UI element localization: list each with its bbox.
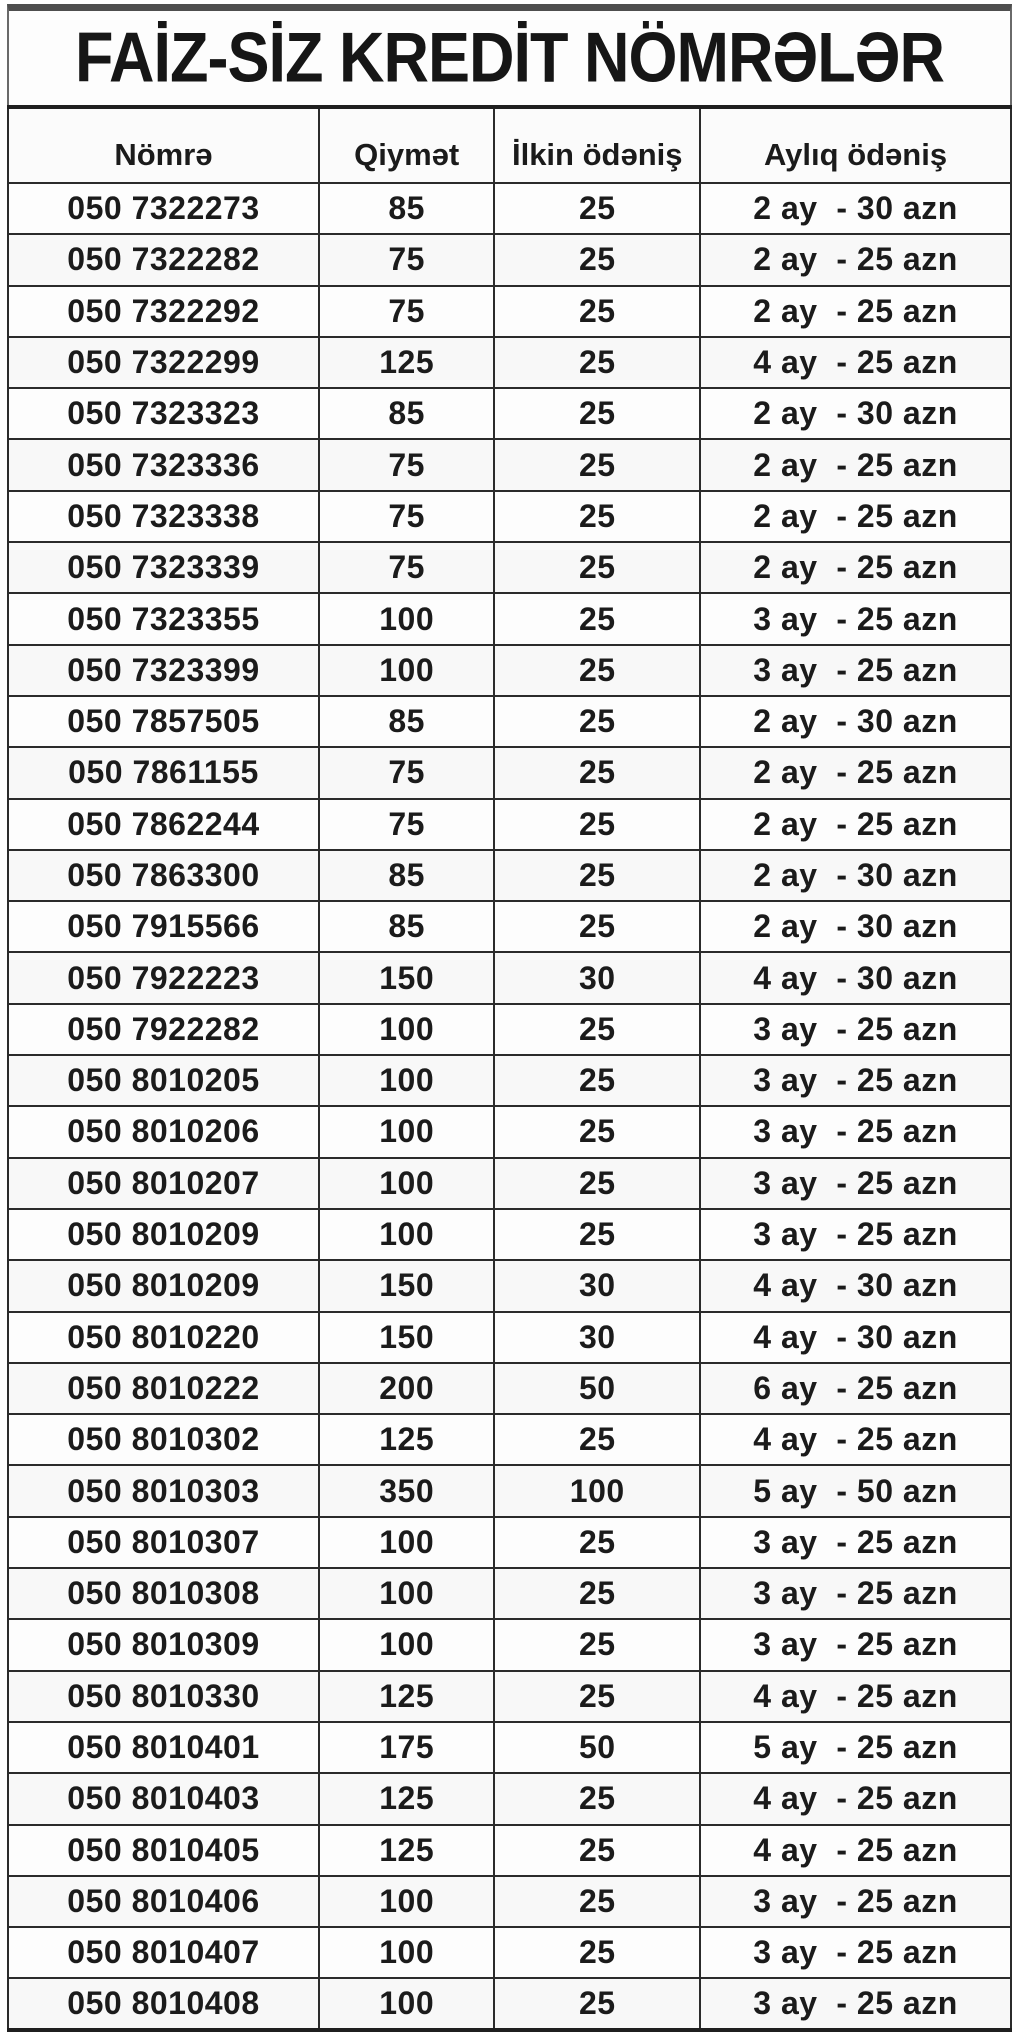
initial-payment-cell: 30 (494, 1260, 700, 1311)
phone-number-cell: 050 8010309 (8, 1619, 319, 1670)
column-header-number: Nömrə (8, 107, 319, 183)
initial-payment-cell: 25 (494, 1619, 700, 1670)
price-cell: 100 (319, 1158, 495, 1209)
monthly-payment-cell: 5 ay - 50 azn (700, 1465, 1011, 1516)
phone-number-cell: 050 8010222 (8, 1363, 319, 1414)
initial-payment-cell: 25 (494, 799, 700, 850)
table-body (8, 183, 1011, 2030)
phone-number-cell: 050 7323339 (8, 542, 319, 593)
table-row (8, 1671, 1011, 1722)
price-cell: 125 (319, 337, 495, 388)
monthly-payment-cell: 4 ay - 25 azn (700, 337, 1011, 388)
phone-number-cell: 050 7323399 (8, 645, 319, 696)
price-cell: 200 (319, 1363, 495, 1414)
initial-payment-cell: 50 (494, 1722, 700, 1773)
table-row (8, 747, 1011, 798)
phone-number-cell: 050 8010401 (8, 1722, 319, 1773)
price-cell: 150 (319, 952, 495, 1003)
price-cell: 85 (319, 183, 495, 234)
phone-number-cell: 050 8010206 (8, 1106, 319, 1157)
initial-payment-cell: 25 (494, 1004, 700, 1055)
initial-payment-cell: 25 (494, 337, 700, 388)
monthly-payment-cell: 2 ay - 25 azn (700, 491, 1011, 542)
monthly-payment-cell: 2 ay - 25 azn (700, 799, 1011, 850)
monthly-payment-cell: 3 ay - 25 azn (700, 1978, 1011, 2029)
phone-number-cell: 050 7861155 (8, 747, 319, 798)
table-row (8, 799, 1011, 850)
table-row (8, 1106, 1011, 1157)
phone-number-cell: 050 8010303 (8, 1465, 319, 1516)
monthly-payment-cell: 4 ay - 25 azn (700, 1773, 1011, 1824)
monthly-payment-cell: 6 ay - 25 azn (700, 1363, 1011, 1414)
phone-number-cell: 050 7915566 (8, 901, 319, 952)
price-cell: 350 (319, 1465, 495, 1516)
price-cell: 75 (319, 799, 495, 850)
price-cell: 150 (319, 1312, 495, 1363)
monthly-payment-cell: 3 ay - 25 azn (700, 1876, 1011, 1927)
initial-payment-cell: 30 (494, 952, 700, 1003)
table-row (8, 1568, 1011, 1619)
phone-number-cell: 050 7922282 (8, 1004, 319, 1055)
monthly-payment-cell: 3 ay - 25 azn (700, 1209, 1011, 1260)
phone-number-cell: 050 7323355 (8, 593, 319, 644)
initial-payment-cell: 25 (494, 1055, 700, 1106)
initial-payment-cell: 25 (494, 850, 700, 901)
monthly-payment-cell: 4 ay - 25 azn (700, 1825, 1011, 1876)
phone-number-cell: 050 8010205 (8, 1055, 319, 1106)
monthly-payment-cell: 3 ay - 25 azn (700, 1055, 1011, 1106)
price-cell: 125 (319, 1414, 495, 1465)
monthly-payment-cell: 4 ay - 30 azn (700, 1312, 1011, 1363)
price-cell: 125 (319, 1671, 495, 1722)
phone-number-cell: 050 8010405 (8, 1825, 319, 1876)
phone-number-cell: 050 7922223 (8, 952, 319, 1003)
phone-number-cell: 050 7857505 (8, 696, 319, 747)
initial-payment-cell: 25 (494, 183, 700, 234)
initial-payment-cell: 25 (494, 1671, 700, 1722)
table-header (8, 107, 1011, 183)
table-row (8, 850, 1011, 901)
phone-number-cell: 050 8010330 (8, 1671, 319, 1722)
table-row (8, 1363, 1011, 1414)
price-cell: 75 (319, 747, 495, 798)
phone-number-cell: 050 7323338 (8, 491, 319, 542)
phone-number-cell: 050 8010207 (8, 1158, 319, 1209)
monthly-payment-cell: 3 ay - 25 azn (700, 1106, 1011, 1157)
price-cell: 100 (319, 1055, 495, 1106)
monthly-payment-cell: 2 ay - 30 azn (700, 696, 1011, 747)
table-row (8, 1055, 1011, 1106)
table-row (8, 388, 1011, 439)
phone-number-cell: 050 7322282 (8, 234, 319, 285)
monthly-payment-cell: 3 ay - 25 azn (700, 593, 1011, 644)
table-row (8, 1619, 1011, 1670)
monthly-payment-cell: 4 ay - 25 azn (700, 1671, 1011, 1722)
table-row (8, 542, 1011, 593)
phone-number-cell: 050 8010302 (8, 1414, 319, 1465)
initial-payment-cell: 25 (494, 491, 700, 542)
phone-number-cell: 050 8010407 (8, 1927, 319, 1978)
title-box (7, 4, 1012, 105)
phone-number-cell: 050 7862244 (8, 799, 319, 850)
initial-payment-cell: 100 (494, 1465, 700, 1516)
table-row (8, 1004, 1011, 1055)
table-row (8, 1465, 1011, 1516)
monthly-payment-cell: 3 ay - 25 azn (700, 1927, 1011, 1978)
column-header-initial-payment: İlkin ödəniş (494, 107, 700, 183)
price-cell: 85 (319, 696, 495, 747)
monthly-payment-cell: 4 ay - 30 azn (700, 952, 1011, 1003)
table-row (8, 491, 1011, 542)
page-title: FAİZ-SİZ KREDİT NÖMRƏLƏR (75, 18, 944, 98)
price-cell: 85 (319, 850, 495, 901)
initial-payment-cell: 30 (494, 1312, 700, 1363)
monthly-payment-cell: 3 ay - 25 azn (700, 1619, 1011, 1670)
price-cell: 100 (319, 1568, 495, 1619)
phone-number-cell: 050 7322273 (8, 183, 319, 234)
phone-number-cell: 050 8010209 (8, 1260, 319, 1311)
header-row (8, 107, 1011, 183)
table-row (8, 1927, 1011, 1978)
price-cell: 75 (319, 286, 495, 337)
price-cell: 125 (319, 1773, 495, 1824)
monthly-payment-cell: 2 ay - 30 azn (700, 183, 1011, 234)
price-cell: 100 (319, 1106, 495, 1157)
credit-numbers-table (7, 105, 1012, 2032)
monthly-payment-cell: 3 ay - 25 azn (700, 645, 1011, 696)
table-row (8, 1260, 1011, 1311)
table-row (8, 593, 1011, 644)
column-header-price: Qiymət (319, 107, 495, 183)
initial-payment-cell: 25 (494, 234, 700, 285)
phone-number-cell: 050 8010307 (8, 1517, 319, 1568)
initial-payment-cell: 25 (494, 1568, 700, 1619)
table-row (8, 952, 1011, 1003)
monthly-payment-cell: 4 ay - 30 azn (700, 1260, 1011, 1311)
table-row (8, 439, 1011, 490)
phone-number-cell: 050 8010408 (8, 1978, 319, 2029)
initial-payment-cell: 25 (494, 747, 700, 798)
phone-number-cell: 050 7322292 (8, 286, 319, 337)
price-cell: 100 (319, 593, 495, 644)
price-cell: 75 (319, 542, 495, 593)
monthly-payment-cell: 3 ay - 25 azn (700, 1517, 1011, 1568)
initial-payment-cell: 25 (494, 1773, 700, 1824)
phone-number-cell: 050 8010403 (8, 1773, 319, 1824)
initial-payment-cell: 25 (494, 1927, 700, 1978)
table-row (8, 1158, 1011, 1209)
initial-payment-cell: 25 (494, 1106, 700, 1157)
column-header-monthly-payment: Aylıq ödəniş (700, 107, 1011, 183)
price-cell: 85 (319, 388, 495, 439)
monthly-payment-cell: 2 ay - 25 azn (700, 234, 1011, 285)
table-row (8, 696, 1011, 747)
table-row (8, 645, 1011, 696)
initial-payment-cell: 25 (494, 901, 700, 952)
table-row (8, 1825, 1011, 1876)
monthly-payment-cell: 2 ay - 25 azn (700, 747, 1011, 798)
price-cell: 100 (319, 1619, 495, 1670)
price-cell: 100 (319, 1004, 495, 1055)
table-row (8, 1517, 1011, 1568)
monthly-payment-cell: 4 ay - 25 azn (700, 1414, 1011, 1465)
initial-payment-cell: 25 (494, 1825, 700, 1876)
table-row (8, 1414, 1011, 1465)
monthly-payment-cell: 2 ay - 25 azn (700, 286, 1011, 337)
initial-payment-cell: 25 (494, 593, 700, 644)
price-cell: 175 (319, 1722, 495, 1773)
phone-number-cell: 050 7323336 (8, 439, 319, 490)
monthly-payment-cell: 5 ay - 25 azn (700, 1722, 1011, 1773)
price-cell: 100 (319, 1517, 495, 1568)
initial-payment-cell: 25 (494, 696, 700, 747)
monthly-payment-cell: 3 ay - 25 azn (700, 1568, 1011, 1619)
table-row (8, 1773, 1011, 1824)
price-cell: 75 (319, 491, 495, 542)
table-row (8, 234, 1011, 285)
table-row (8, 1209, 1011, 1260)
monthly-payment-cell: 2 ay - 30 azn (700, 388, 1011, 439)
table-row (8, 337, 1011, 388)
monthly-payment-cell: 2 ay - 30 azn (700, 850, 1011, 901)
price-cell: 125 (319, 1825, 495, 1876)
initial-payment-cell: 25 (494, 1158, 700, 1209)
monthly-payment-cell: 2 ay - 25 azn (700, 439, 1011, 490)
price-cell: 100 (319, 1978, 495, 2029)
price-cell: 75 (319, 439, 495, 490)
initial-payment-cell: 25 (494, 645, 700, 696)
table-row (8, 1978, 1011, 2029)
monthly-payment-cell: 3 ay - 25 azn (700, 1004, 1011, 1055)
initial-payment-cell: 25 (494, 542, 700, 593)
table-row (8, 1722, 1011, 1773)
monthly-payment-cell: 2 ay - 25 azn (700, 542, 1011, 593)
price-cell: 100 (319, 1209, 495, 1260)
price-cell: 100 (319, 1876, 495, 1927)
phone-number-cell: 050 8010220 (8, 1312, 319, 1363)
credit-numbers-sheet (7, 4, 1012, 2032)
initial-payment-cell: 25 (494, 1978, 700, 2029)
initial-payment-cell: 25 (494, 1414, 700, 1465)
price-cell: 75 (319, 234, 495, 285)
price-cell: 150 (319, 1260, 495, 1311)
table-row (8, 286, 1011, 337)
initial-payment-cell: 25 (494, 388, 700, 439)
monthly-payment-cell: 2 ay - 30 azn (700, 901, 1011, 952)
price-cell: 100 (319, 1927, 495, 1978)
price-cell: 85 (319, 901, 495, 952)
initial-payment-cell: 25 (494, 1876, 700, 1927)
price-cell: 100 (319, 645, 495, 696)
initial-payment-cell: 25 (494, 1209, 700, 1260)
phone-number-cell: 050 8010209 (8, 1209, 319, 1260)
initial-payment-cell: 25 (494, 1517, 700, 1568)
phone-number-cell: 050 8010406 (8, 1876, 319, 1927)
phone-number-cell: 050 8010308 (8, 1568, 319, 1619)
table-row (8, 1876, 1011, 1927)
phone-number-cell: 050 7322299 (8, 337, 319, 388)
phone-number-cell: 050 7323323 (8, 388, 319, 439)
initial-payment-cell: 25 (494, 286, 700, 337)
initial-payment-cell: 50 (494, 1363, 700, 1414)
initial-payment-cell: 25 (494, 439, 700, 490)
table-row (8, 901, 1011, 952)
phone-number-cell: 050 7863300 (8, 850, 319, 901)
table-row (8, 1312, 1011, 1363)
table-row (8, 183, 1011, 234)
monthly-payment-cell: 3 ay - 25 azn (700, 1158, 1011, 1209)
